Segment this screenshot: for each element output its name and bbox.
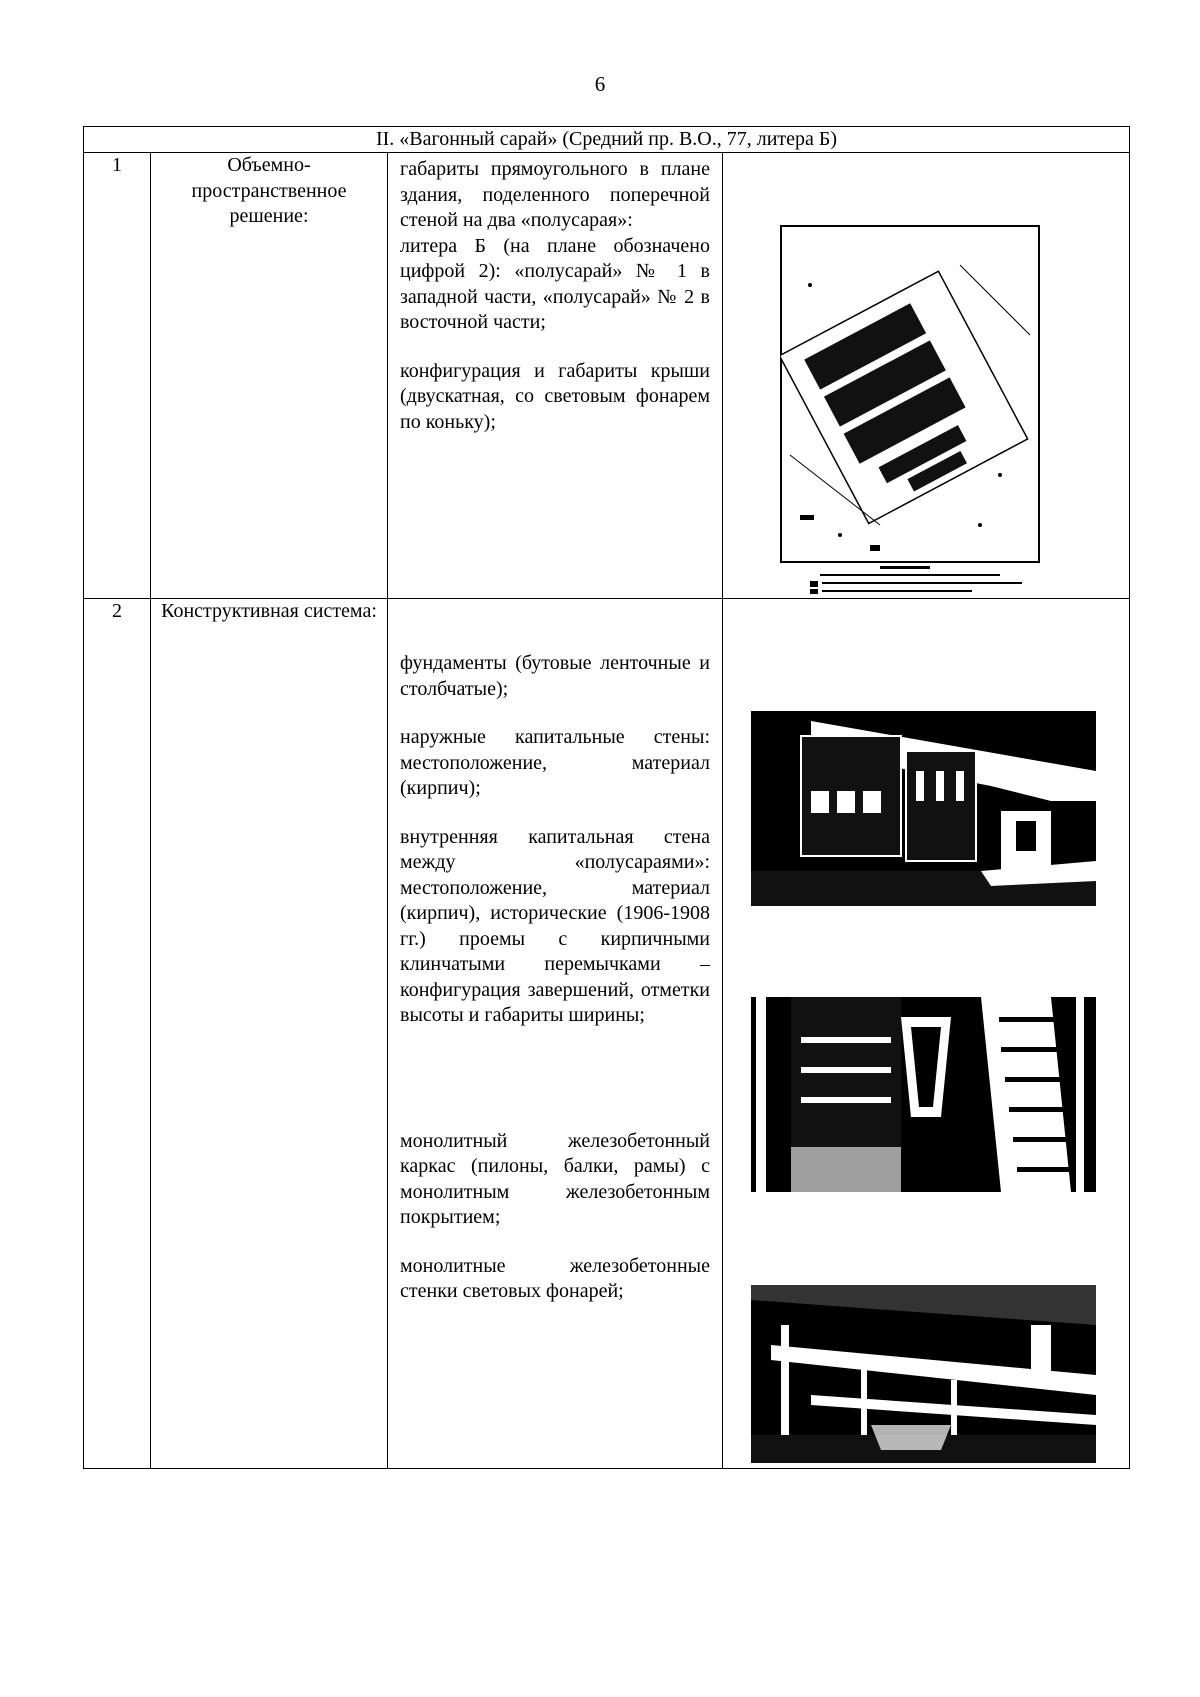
description-paragraph: литера Б (на плане обозначено цифрой 2): «полусарай» № 1 в западной части, «полусарай» № 2 в восточной части; xyxy=(400,234,710,333)
interior-roof-photo xyxy=(751,1285,1096,1463)
row-description xyxy=(388,153,723,599)
row-name: Объемно-пространственное решение: xyxy=(151,153,388,599)
description-paragraph: фундаменты (бутовые ленточные и столбчатые); xyxy=(400,652,710,700)
description-paragraph: монолитный железобетонный каркас (пилоны, балки, рамы) с монолитным железобетонным покрытием; xyxy=(400,1129,710,1228)
interior-frame-photo xyxy=(751,997,1096,1192)
row-name: Конструктивная система: xyxy=(151,599,388,1469)
exterior-facade-photo xyxy=(751,711,1096,906)
row-number: 2 xyxy=(84,599,151,1469)
row-number: 1 xyxy=(84,153,151,599)
table-row xyxy=(84,599,1130,1469)
site-plan-image xyxy=(780,225,1040,595)
page-number: 6 xyxy=(594,72,606,96)
image-cell xyxy=(723,599,1130,1469)
description-paragraph: конфигурация и габариты крыши (двускатная, со световым фонарем по коньку); xyxy=(400,359,710,433)
section-header-row xyxy=(84,127,1130,153)
table-row xyxy=(84,153,1130,599)
description-paragraph: габариты прямоугольного в плане здания, поделенного поперечной стеной на два «полусарая»: xyxy=(400,158,710,231)
row-description xyxy=(388,599,723,1469)
description-paragraph: монолитные железобетонные стенки световых фонарей; xyxy=(400,1254,710,1302)
image-cell xyxy=(723,153,1130,599)
section-title: II. «Вагонный сарай» (Средний пр. В.О., 77, литера Б) xyxy=(84,127,1130,153)
description-paragraph: наружные капитальные стены: местоположение, материал (кирпич); xyxy=(400,726,710,799)
object-table xyxy=(83,126,1130,1469)
description-paragraph: внутренняя капитальная стена между «полусараями»: местоположение, материал (кирпич), исторические (1906-1908 гг.) проемы с кирпичными клинчатыми перемычками – конфигурация завершений, отметки высоты и габариты ширины; xyxy=(400,825,710,1026)
